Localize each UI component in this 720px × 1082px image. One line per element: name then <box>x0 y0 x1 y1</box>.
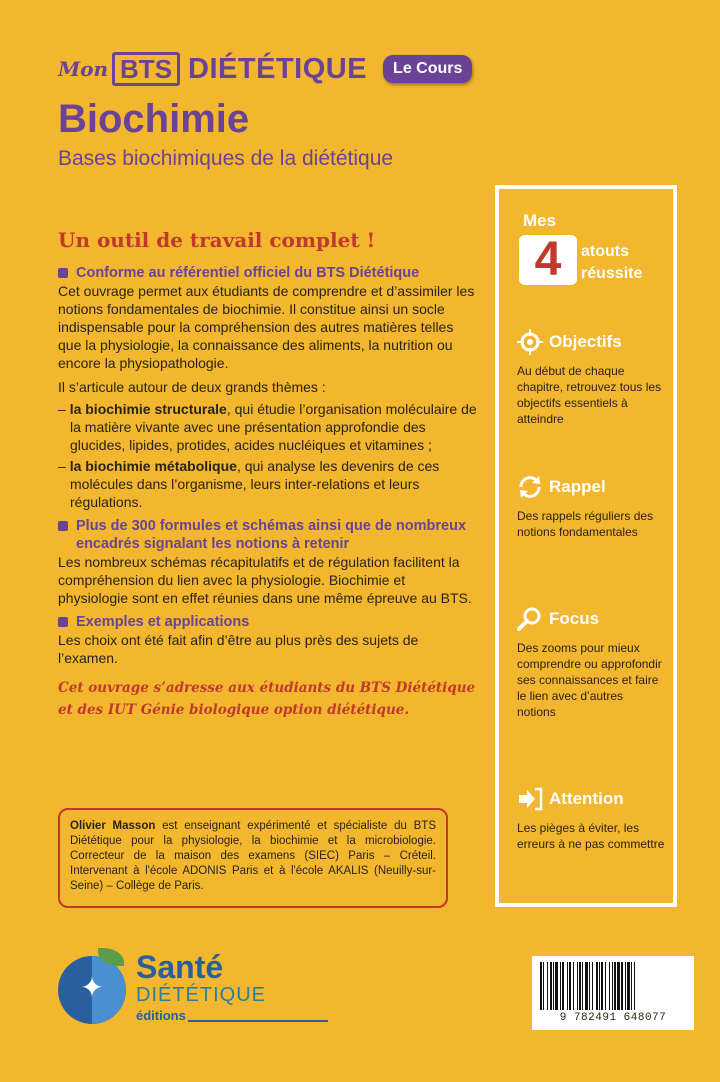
theme-item-metabolique: – la biochimie métabolique, qui analyse les devenirs de ces molécules dans l’organisme, leurs inter-relations et leurs régulations. <box>58 458 440 510</box>
isbn-number: 9 782491 648077 <box>559 1012 667 1024</box>
logo-emblem <box>58 956 126 1024</box>
bullet-square-icon <box>58 521 68 531</box>
book-subtitle: Bases biochimiques de la diététique <box>58 147 394 170</box>
feature-desc: Au début de chaque chapitre, retrouvez tous les objectifs essentiels à atteindre <box>517 364 662 426</box>
section-heading-conforme <box>58 264 478 282</box>
theme-desc: , qui étudie l’organisation moléculaire de la matière vivante avec une présentation approfondie des glucides, lipides, protides, acides nucléiques et vitamines ; <box>70 401 477 453</box>
logo-underline <box>188 1020 328 1022</box>
theme-item-structurale: – la biochimie structurale, qui étudie l’organisation moléculaire de la matière vivante avec une présentation approfondie des glucides, lipides, protides, acides nucléiques et vitamines ; <box>58 401 477 453</box>
feature-title: Focus <box>549 609 600 628</box>
book-title: Biochimie <box>58 97 250 141</box>
feature-desc: Les pièges à éviter, les erreurs à ne pas commettre <box>517 821 665 851</box>
feature-rappel <box>517 474 665 540</box>
feature-title: Rappel <box>549 477 606 496</box>
main-description <box>58 228 478 721</box>
refresh-icon <box>517 474 543 500</box>
isbn-barcode <box>532 956 694 1030</box>
arrow-into-box-icon <box>517 786 543 812</box>
cover-header <box>58 50 698 171</box>
section-paragraph: Il s’articule autour de deux grands thèmes : <box>58 379 326 395</box>
theme-name: la biochimie structurale <box>69 401 227 417</box>
author-bio-box <box>58 808 448 908</box>
logo-dietetique: DIÉTÉTIQUE <box>136 984 267 1006</box>
atouts-sidebar <box>495 185 677 907</box>
section-paragraph: Les nombreux schémas récapitulatifs et de régulation facilitent la compréhension du lien avec la physiologie. Biochimie et physiologie sont en effet réunies dans une même épreuve au BTS. <box>58 554 472 606</box>
le-cours-badge: Le Cours <box>383 55 472 83</box>
section-title: Conforme au référentiel officiel du BTS Diététique <box>76 265 420 281</box>
section-heading-exemples <box>58 613 478 631</box>
publisher-logo <box>58 948 278 1028</box>
feature-desc: Des zooms pour mieux comprendre ou approfondir ses connaissances et faire le lien avec d’autres notions <box>517 641 662 719</box>
theme-desc: , qui analyse les devenirs de ces molécules dans l’organisme, leurs inter-relations et leurs régulations. <box>70 458 440 510</box>
section-heading-formules <box>58 517 478 553</box>
section-title: Exemples et applications <box>76 614 250 630</box>
brand-mon: Mon <box>58 57 109 81</box>
bullet-square-icon <box>58 617 68 627</box>
feature-desc: Des rappels réguliers des notions fondamentales <box>517 509 654 539</box>
audience-note: Cet ouvrage s’adresse aux étudiants du BTS Diététique et des IUT Génie biologique option diététique. <box>58 680 476 718</box>
author-bio: est enseignant expérimenté et spécialiste du BTS Diététique pour la physiologie, la biochimie et la microbiologie. Correcteur de la maison des examens (SIEC) Paris – Créteil. Intervenant à l'école ADONIS Paris et à l'école AKALIS (Neuilly-sur-Seine) – Collège de Paris. <box>70 820 436 892</box>
feature-title: Objectifs <box>549 332 622 351</box>
section-paragraph: Cet ouvrage permet aux étudiants de comprendre et d’assimiler les notions fondamentales de biochimie. Il constitue ainsi un socle indispensable pour la compréhension des autres matières telles que la physiologie, la connaissance des aliments, la nutrition ou encore la physiopathologie. <box>58 283 475 371</box>
atouts-mes: Mes <box>523 211 557 230</box>
brand-bts: BTS <box>112 52 180 86</box>
main-heading: Un outil de travail complet ! <box>58 228 376 252</box>
section-paragraph: Les choix ont été fait afin d’être au plus près des sujets de l’examen. <box>58 632 419 666</box>
feature-title: Attention <box>549 789 624 808</box>
brand-dietetique: DIÉTÉTIQUE <box>188 52 368 85</box>
feature-focus <box>517 606 665 720</box>
section-title: Plus de 300 formules et schémas ainsi que de nombreux encadrés signalant les notions à retenir <box>76 518 467 552</box>
logo-editions: éditions <box>136 1008 186 1023</box>
series-brand <box>58 50 698 88</box>
logo-sante: Santé <box>136 949 224 985</box>
atouts-number: 4 <box>519 235 577 285</box>
magnifier-icon <box>517 606 543 632</box>
bullet-square-icon <box>58 268 68 278</box>
star-icon: ✦ <box>80 972 104 1003</box>
barcode-bars <box>540 962 686 1010</box>
atouts-header <box>517 199 655 309</box>
target-icon <box>517 329 543 355</box>
feature-objectifs <box>517 329 665 427</box>
atouts-word: atouts <box>581 243 629 260</box>
reussite-word: réussite <box>581 265 643 282</box>
author-name: Olivier Masson <box>70 820 156 832</box>
theme-name: la biochimie métabolique <box>69 458 237 474</box>
feature-attention <box>517 786 665 852</box>
